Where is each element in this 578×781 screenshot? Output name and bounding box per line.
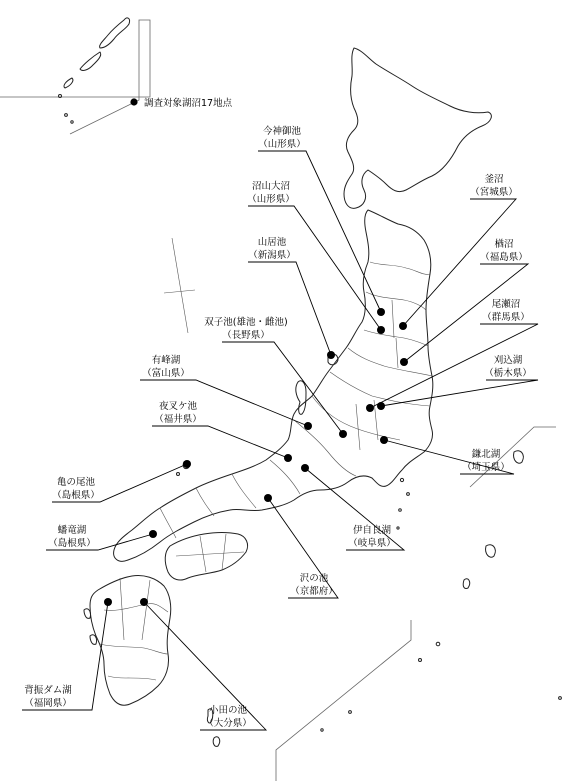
label-kamakita-name: 鎌北湖	[471, 449, 501, 460]
hokkaido-outline	[344, 48, 491, 208]
kuril-islands	[59, 18, 130, 123]
islands	[84, 354, 561, 746]
leader-koda	[144, 602, 266, 730]
legend	[130, 97, 232, 109]
lake-points	[104, 308, 408, 606]
point-koda[interactable]	[140, 598, 148, 606]
point-kamakita[interactable]	[380, 436, 388, 444]
point-sefuri[interactable]	[104, 598, 112, 606]
label-hebiou-name: 蟠竜湖	[57, 525, 87, 536]
label-arimine-name: 有峰湖	[151, 355, 181, 366]
point-kinuma[interactable]	[400, 358, 408, 366]
label-kamanuma-pref: （宮城県）	[470, 187, 518, 198]
point-karikomi[interactable]	[377, 402, 385, 410]
label-arimine-pref: （富山県）	[142, 368, 190, 379]
label-numayama-pref: （山形県）	[247, 194, 295, 205]
northern-islands-inset-frame	[0, 20, 150, 134]
label-imakami-pref: （山形県）	[258, 139, 306, 150]
label-yashagaike-name: 夜叉ケ池	[158, 401, 198, 412]
label-futago-name: 双子池(雄池・雌池)	[204, 317, 288, 328]
lake-labels	[24, 125, 532, 729]
label-yashagaike-pref: （福井県）	[154, 414, 202, 425]
leader-imakami	[258, 151, 381, 312]
label-sefuri-pref: （福岡県）	[24, 698, 72, 709]
label-yamai-name: 山居池	[257, 237, 287, 248]
point-imakami[interactable]	[377, 308, 385, 316]
label-kamanuma-name: 釜沼	[484, 174, 504, 185]
label-ijira-pref: （岐阜県）	[348, 538, 396, 549]
point-futago[interactable]	[339, 430, 347, 438]
point-yashagaike[interactable]	[284, 454, 292, 462]
leader-yashagaike	[152, 426, 288, 458]
point-arimine[interactable]	[304, 422, 312, 430]
label-koda-pref: （大分県）	[204, 718, 252, 729]
point-ijira[interactable]	[301, 464, 309, 472]
legend-label: 調査対象湖沼17地点	[144, 98, 233, 109]
shikoku-outline	[165, 533, 247, 581]
okinawa-inset-frame	[276, 427, 556, 781]
point-kamenoo[interactable]	[183, 460, 191, 468]
label-numayama-name: 沼山大沼	[251, 181, 291, 192]
label-sawa-name: 沢の池	[299, 573, 329, 584]
leader-futago	[222, 342, 343, 434]
honshu-outline	[114, 210, 433, 561]
label-kinuma-name: 楢沼	[494, 239, 514, 250]
label-yamai-pref: （新潟県）	[248, 250, 296, 261]
point-sawa[interactable]	[264, 494, 272, 502]
point-numayama[interactable]	[377, 326, 385, 334]
point-hebiou[interactable]	[149, 530, 157, 538]
label-sawa-pref: （京都府）	[290, 586, 338, 597]
point-oze[interactable]	[366, 404, 374, 412]
label-koda-name: 小田の池	[208, 705, 248, 716]
label-kamenoo-name: 亀の尾池	[56, 477, 96, 488]
label-kamakita-pref: （埼玉県）	[462, 462, 510, 473]
label-oze-pref: （群馬県）	[482, 312, 530, 323]
point-kamanuma[interactable]	[399, 322, 407, 330]
label-karikomi-name: 刈込湖	[493, 355, 523, 366]
sea-boundary-lines	[164, 238, 195, 333]
point-yamai[interactable]	[327, 351, 335, 359]
label-ijira-name: 伊自良湖	[352, 525, 392, 536]
label-karikomi-pref: （栃木県）	[484, 368, 532, 379]
label-kamenoo-pref: （島根県）	[52, 490, 100, 501]
leader-yamai	[248, 262, 331, 355]
label-oze-name: 尾瀬沼	[491, 299, 521, 310]
legend-dot	[130, 98, 137, 105]
label-kinuma-pref: （福島県）	[480, 252, 528, 263]
label-sefuri-name: 背振ダム湖	[24, 685, 72, 696]
label-futago-pref: （長野県）	[222, 330, 270, 341]
leader-karikomi	[381, 380, 538, 406]
label-imakami-name: 今神御池	[262, 126, 302, 137]
label-hebiou-pref: （島根県）	[48, 538, 96, 549]
